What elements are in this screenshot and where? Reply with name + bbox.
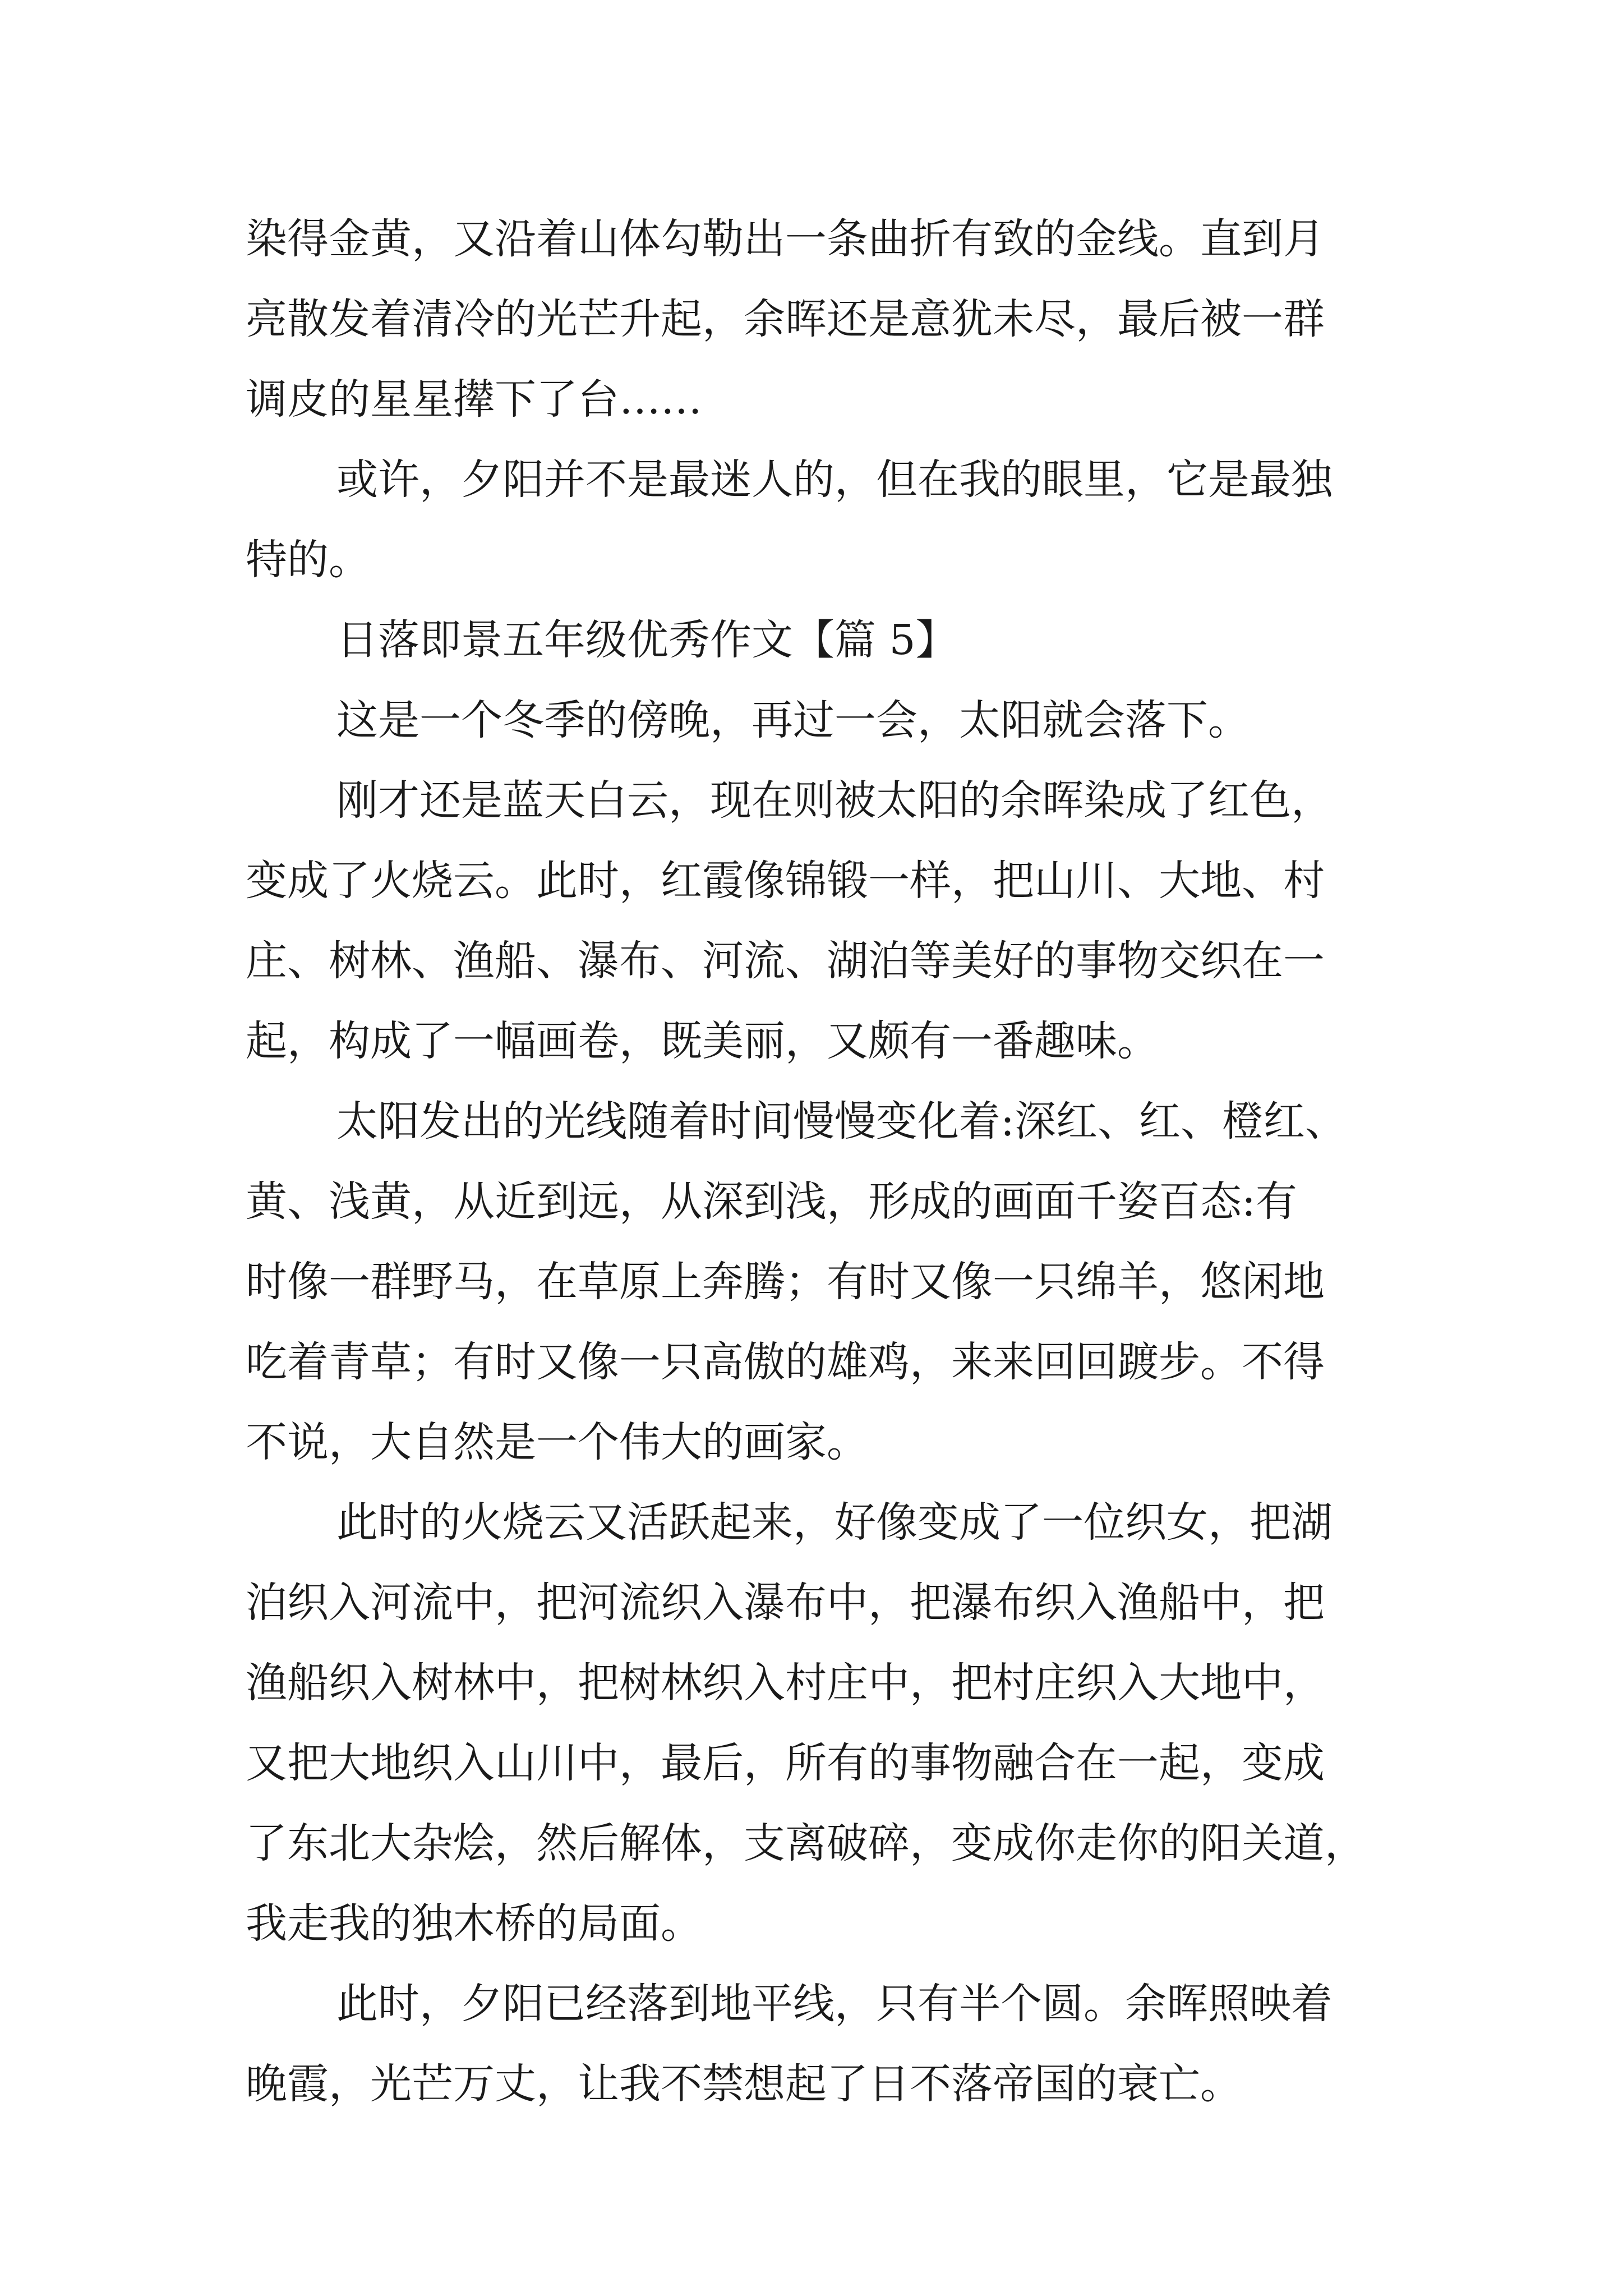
text-line: 特的。 (246, 536, 370, 584)
paragraph-first-line: 太阳发出的光线随着时间慢慢变化着:深红、红、橙红、 (336, 1097, 1347, 1145)
paragraph-first-line: 此时的火烧云又活跃起来，好像变成了一位织女，把湖 (336, 1498, 1332, 1547)
paragraph-first-line: 或许，夕阳并不是最迷人的，但在我的眼里，它是最独 (336, 455, 1332, 504)
text-line: 染得金黄，又沿着山体勾勒出一条曲折有致的金线。直到月 (246, 215, 1325, 263)
text-line: 吃着青草；有时又像一只高傲的雄鸡，来来回回踱步。不得 (246, 1338, 1325, 1386)
text-line: 晚霞，光芒万丈，让我不禁想起了日不落帝国的衰亡。 (246, 2060, 1242, 2108)
text-line: 时像一群野马，在草原上奔腾；有时又像一只绵羊，悠闲地 (246, 1258, 1325, 1306)
text-line: 不说，大自然是一个伟大的画家。 (246, 1418, 868, 1466)
text-line: 我走我的独木桥的局面。 (246, 1899, 702, 1948)
text-line: 渔船织入树林中，把树林织入村庄中，把村庄织入大地中， (246, 1659, 1325, 1707)
text-line: 起，构成了一幅画卷，既美丽，又颇有一番趣味。 (246, 1017, 1159, 1065)
text-line: 又把大地织入山川中，最后，所有的事物融合在一起，变成 (246, 1739, 1325, 1787)
text-line: 庄、树林、渔船、瀑布、河流、湖泊等美好的事物交织在一 (246, 937, 1325, 985)
text-line: 泊织入河流中，把河流织入瀑布中，把瀑布织入渔船中，把 (246, 1579, 1325, 1627)
text-line: 亮散发着清冷的光芒升起，余晖还是意犹未尽，最后被一群 (246, 295, 1325, 343)
text-line: 调皮的星星撵下了台…… (246, 375, 702, 424)
text-line: 变成了火烧云。此时，红霞像锦锻一样，把山川、大地、村 (246, 857, 1325, 905)
paragraph-first-line: 刚才还是蓝天白云，现在则被太阳的余晖染成了红色， (336, 776, 1332, 825)
paragraph-first-line: 这是一个冬季的傍晚，再过一会，太阳就会落下。 (336, 696, 1249, 744)
paragraph-first-line: 此时，夕阳已经落到地平线，只有半个圆。余晖照映着 (336, 1980, 1332, 2028)
section-heading: 日落即景五年级优秀作文【篇 5】 (336, 616, 957, 664)
text-line: 了东北大杂烩，然后解体，支离破碎，变成你走你的阳关道， (246, 1819, 1366, 1867)
text-line: 黄、浅黄，从近到远，从深到浅，形成的画面千姿百态:有 (246, 1177, 1297, 1226)
